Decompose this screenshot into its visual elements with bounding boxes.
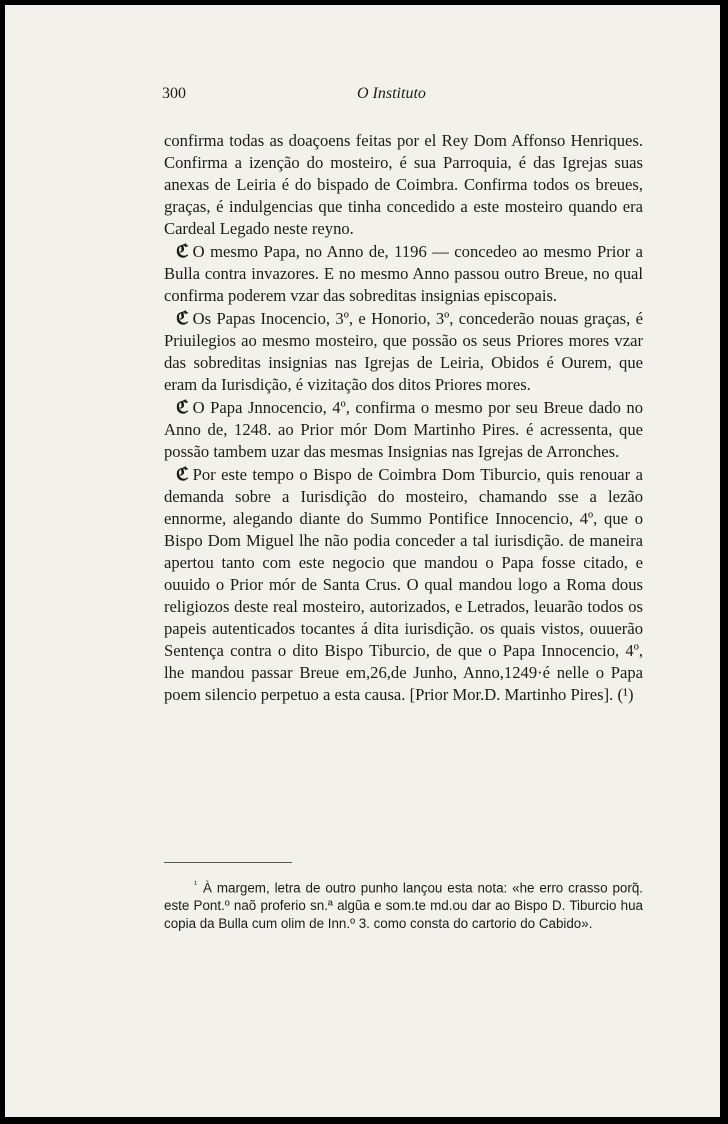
running-title: O Instituto — [357, 85, 426, 102]
paragraph-text: O mesmo Papa, no Anno de, 1196 — concedeo ao mesmo Prior a Bulla contra invazores. E no mesmo Anno passou outro Breue, no qual confirma poderem vzar das sobreditas insignias episcopais. — [164, 242, 643, 305]
paragraph — [164, 307, 643, 396]
paragraph — [164, 463, 643, 706]
footnote-divider — [164, 862, 292, 863]
paragraph — [164, 130, 643, 240]
paragraph-text: Por este tempo o Bispo de Coimbra Dom Tiburcio, quis renouar a demanda sobre a Iurisdição do mosteiro, chamando sse a lezão ennorme, alegando diante do Summo Pontifice Innocencio, 4º, que o Bispo Dom Miguel lhe não podia conceder a tal iurisdição. de maneira apertou tanto com este negocio que mandou o Papa fosse citado, e ouuido o Prior mór de Santa Crus. O qual mandou logo a Roma dous religiozos deste real mosteiro, autorizados, e Letrados, leuarão todos os papeis autenticados tocantes á dita iurisdição. os quais vistos, ouuerão Sentença contra o dito Bispo Tiburcio, de que o Papa Innocencio, 4º, lhe mandou passar Breue em,26,de Junho, Anno,1249·é nelle o Papa poem silencio perpetuo a esta causa. [Prior Mor.D. Martinho Pires]. (¹) — [164, 465, 643, 704]
page-number: 300 — [162, 85, 186, 102]
book-page — [5, 5, 720, 1117]
paragraph-mark-icon: ℭ — [176, 397, 189, 417]
paragraph-text: O Papa Jnnocencio, 4º, confirma o mesmo por seu Breue dado no Anno de, 1248. ao Prior mór Dom Martinho Pires. é acressenta, que possão tambem uzar das mesmas Insignias nas Igrejas de Arronches. — [164, 398, 643, 461]
footnote — [164, 875, 643, 933]
page-header — [162, 85, 642, 107]
paragraph — [164, 240, 643, 307]
footnote-text: À margem, letra de outro punho lançou esta nota: «he erro crasso porq̃. este Pont.º naõ proferio sn.ª algũa e som.te md.ou dar ao Bispo D. Tiburcio hua copia da Bulla cum olim de Inn.º 3. como consta do cartorio do Cabido». — [164, 880, 643, 932]
paragraph-mark-icon: ℭ — [176, 464, 189, 484]
paragraph — [164, 396, 643, 463]
paragraph-text: confirma todas as doaçoens feitas por el Rey Dom Affonso Henriques. Confirma a izenção do mosteiro, é sua Parroquia, é das Igrejas suas anexas de Leiria é do bispado de Coimbra. Confirma todos os breues, graças, é indulgencias que tinha concedido a este mosteiro quando era Cardeal Legado neste reyno. — [164, 131, 643, 238]
paragraph-mark-icon: ℭ — [176, 241, 189, 261]
paragraph-mark-icon: ℭ — [176, 308, 189, 328]
body-text — [164, 130, 643, 706]
paragraph-text: Os Papas Inocencio, 3º, e Honorio, 3º, concederão nouas graças, é Priuilegios ao mesmo mosteiro, que possão os seus Priores mores vzar das sobreditas insignias nas Igrejas de Leiria, Obidos é Ourem, que eram da Iurisdição, é vizitação dos ditos Priores mores. — [164, 309, 643, 394]
footnote-marker: ¹ — [194, 879, 197, 889]
